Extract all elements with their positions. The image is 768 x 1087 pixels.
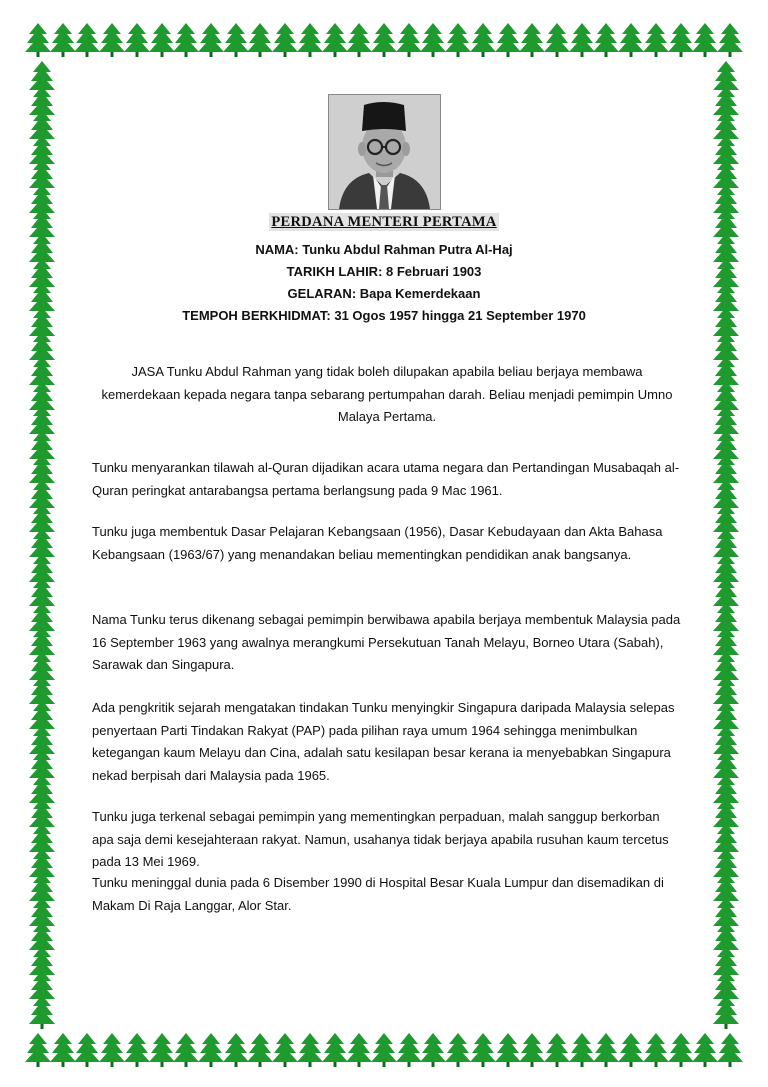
paragraph-quran: Tunku menyarankan tilawah al-Quran dijadikan acara utama negara dan Pertandingan Musabaqah al-Quran peringkat antarabangsa pertama berlangsung pada 9 Mac 1961.: [92, 460, 680, 498]
info-gelaran: GELARAN: Bapa Kemerdekaan: [287, 286, 481, 301]
border-top: [24, 20, 744, 60]
border-left: [22, 60, 62, 1030]
paragraph-meninggal: Tunku meninggal dunia pada 6 Disember 1990 di Hospital Besar Kuala Lumpur dan disemadikan di Makam Di Raja Langgar, Alor Star.: [92, 875, 664, 913]
tree-icon: [716, 1032, 744, 1068]
info-nama: NAMA: Tunku Abdul Rahman Putra Al-Haj: [255, 242, 513, 257]
info-tempoh: TEMPOH BERKHIDMAT: 31 Ogos 1957 hingga 21 September 1970: [182, 308, 586, 323]
page-heading: [0, 213, 768, 231]
paragraph-singapura: Ada pengkritik sejarah mengatakan tindakan Tunku menyingkir Singapura daripada Malaysia selepas penyertaan Parti Tindakan Rakyat (PAP) pada pilihan raya umum 1964 sehingga menimbulkan ketegangan kaum Melayu dan Cina, adalah satu kesilapan besar kerana ia menyebabkan Singapura nekad berpisah dari Malaysia pada 1965.: [92, 700, 675, 783]
portrait-illustration: [329, 95, 440, 209]
paragraph-jasa: JASA Tunku Abdul Rahman yang tidak boleh dilupakan apabila beliau berjaya membawa kemerdekaan kepada negara tanpa sebarang pertumpahan darah. Beliau menjadi pemimpin Umno Malaya Pertama.: [101, 364, 673, 424]
paragraph-perpaduan: Tunku juga terkenal sebagai pemimpin yang mementingkan perpaduan, malah sanggup berkorban apa saja demi kesejahteraan rakyat. Namun, usahanya tidak berjaya apabila rusuhan kaum tercetus pada 13 Mei 1969.: [92, 809, 669, 869]
paragraph-dasar: Tunku juga membentuk Dasar Pelajaran Kebangsaan (1956), Dasar Kebudayaan dan Akta Bahasa Kebangsaan (1963/67) yang menandakan beliau mementingkan pendidikan anak bangsanya.: [92, 524, 663, 562]
tree-icon: [712, 994, 740, 1030]
tree-icon: [716, 22, 744, 58]
heading-text: PERDANA MENTERI PERTAMA: [271, 214, 497, 230]
border-bottom: [24, 1030, 744, 1070]
portrait-photo: [328, 94, 441, 210]
info-tarikh-lahir: TARIKH LAHIR: 8 Februari 1903: [286, 264, 482, 279]
tree-icon: [28, 994, 56, 1030]
border-right: [706, 60, 746, 1030]
paragraph-malaysia: Nama Tunku terus dikenang sebagai pemimpin berwibawa apabila berjaya membentuk Malaysia pada 16 September 1963 yang awalnya merangkumi Persekutuan Tanah Melayu, Borneo Utara (Sabah), Sarawak dan Singapura.: [92, 612, 681, 672]
